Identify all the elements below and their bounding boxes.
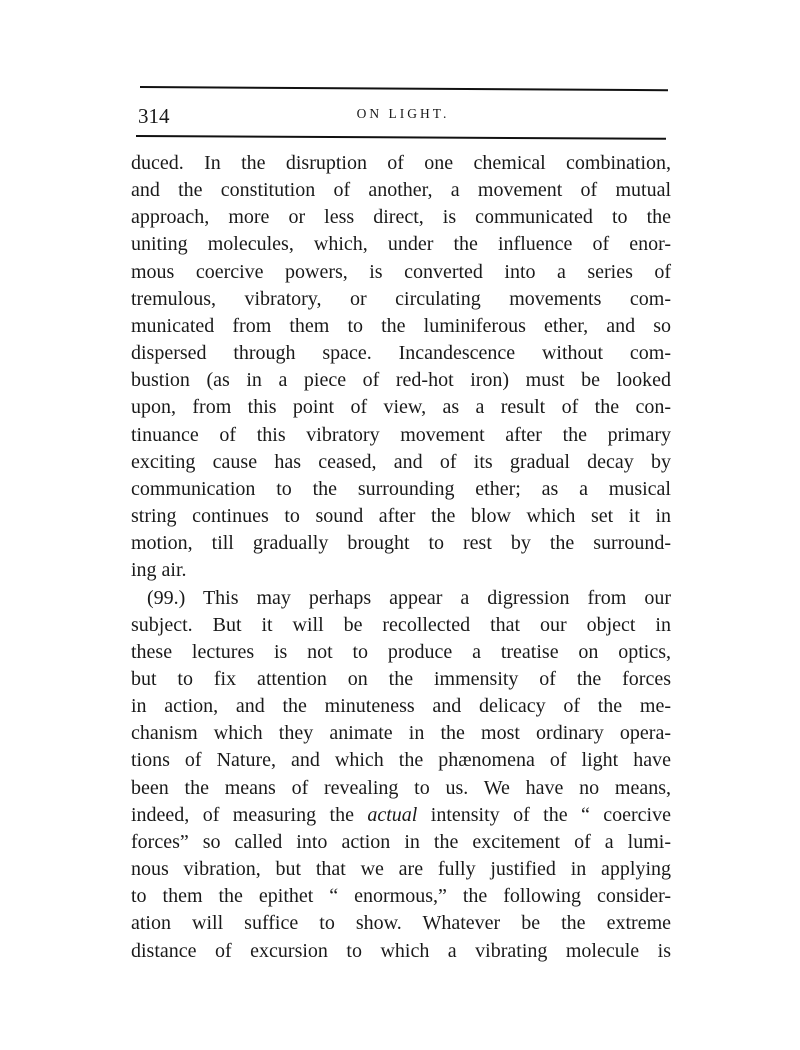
text-line: been the means of revealing to us. We have no means,: [131, 776, 671, 799]
running-title: ON LIGHT.: [356, 106, 450, 121]
paragraph-start-line: (99.) This may perhaps appear a digression from our: [147, 586, 671, 609]
text-line: approach, more or less direct, is communicated to the: [131, 206, 671, 229]
text-line: communication to the surrounding ether; as a musical: [131, 477, 671, 500]
text-line: tinuance of this vibratory movement after the primary: [131, 423, 671, 446]
text-line: ing air.: [131, 559, 187, 582]
text-line: bustion (as in a piece of red-hot iron) must be looked: [131, 369, 671, 392]
text-line: ation will suffice to show. Whatever be the extreme: [131, 912, 671, 935]
text-line: chanism which they animate in the most ordinary opera-: [131, 722, 671, 745]
page-header: [138, 100, 668, 130]
text-line: these lectures is not to produce a treatise on optics,: [131, 640, 671, 663]
text-line: and the constitution of another, a movement of mutual: [131, 179, 671, 202]
text-segment: intensity of the “ coercive: [417, 803, 671, 826]
text-line: string continues to sound after the blow which set it in: [131, 505, 671, 528]
text-line: nous vibration, but that we are fully justified in applying: [131, 858, 671, 881]
text-line: tions of Nature, and which the phænomena of light have: [131, 749, 671, 772]
text-line: exciting cause has ceased, and of its gradual decay by: [131, 450, 671, 473]
text-line: municated from them to the luminiferous ether, and so: [131, 314, 671, 337]
header-bottom-rule: [136, 135, 666, 140]
text-line: but to fix attention on the immensity of the forces: [131, 667, 671, 690]
header-top-rule: [140, 86, 668, 91]
text-line-with-italic: [131, 802, 671, 829]
text-line: mous coercive powers, is converted into a series of: [131, 260, 671, 283]
page-body: [131, 150, 671, 965]
text-line: in action, and the minuteness and delicacy of the me-: [131, 695, 671, 718]
page-number: 314: [138, 104, 170, 128]
text-line: subject. But it will be recollected that our object in: [131, 613, 671, 636]
text-line: motion, till gradually brought to rest by the surround-: [131, 532, 671, 555]
text-line: distance of excursion to which a vibrating molecule is: [131, 939, 671, 962]
text-line: upon, from this point of view, as a result of the con-: [131, 396, 671, 419]
text-line: duced. In the disruption of one chemical combination,: [131, 152, 671, 174]
text-line: forces” so called into action in the excitement of a lumi-: [131, 830, 671, 853]
text-line: uniting molecules, which, under the influence of enor-: [131, 233, 671, 256]
text-segment: indeed, of measuring the: [131, 803, 368, 826]
text-line: dispersed through space. Incandescence without com-: [131, 342, 671, 365]
text-line: tremulous, vibratory, or circulating movements com-: [131, 287, 671, 310]
text-line: to them the epithet “ enormous,” the following consider-: [131, 885, 671, 908]
italic-word: actual: [367, 803, 418, 826]
